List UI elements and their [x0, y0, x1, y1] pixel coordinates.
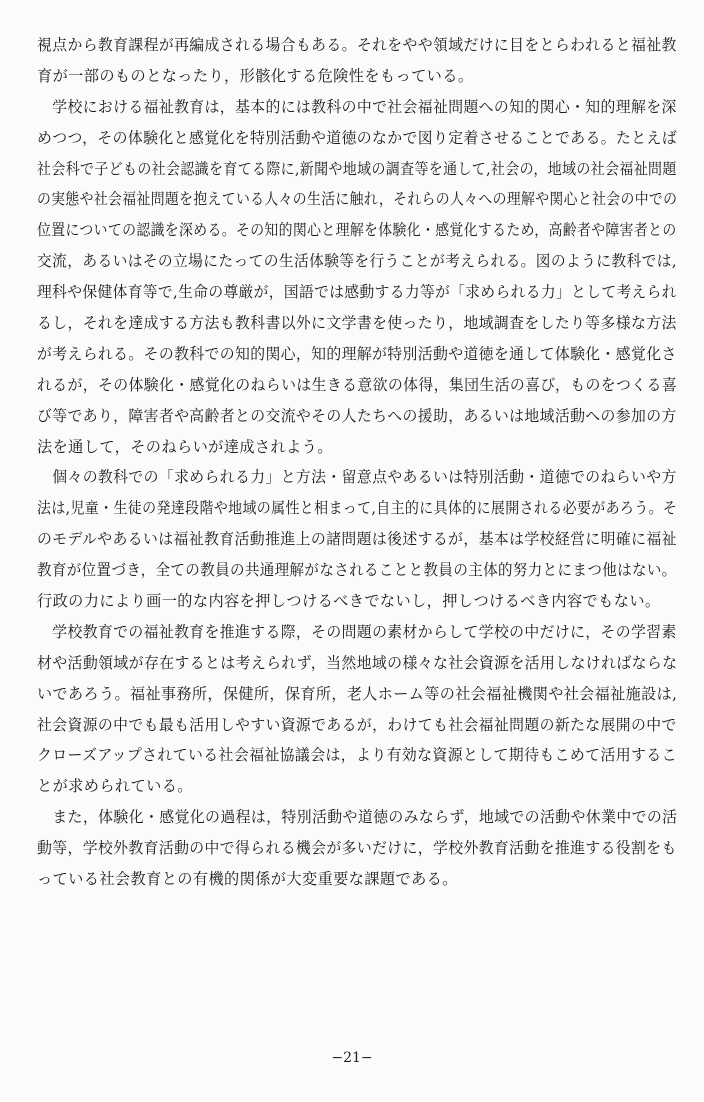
text-line: とが求められている。 — [37, 777, 193, 796]
text-line: めつつ，その体験化と感覚化を特別活動や道徳のなかで図り定着させることである。たとえば — [37, 128, 678, 147]
text-line: の実態や社会福祉問題を抱えている人々の生活に触れ，それらの人々への理解や関心と社会の中での — [37, 190, 678, 209]
text-line: 学校における福祉教育は，基本的には教科の中で社会福祉問題への知的関心・知的理解を深 — [37, 97, 677, 116]
text-line: 個々の教科での「求められる力」と方法・留意点やあるいは特別活動・道徳でのねらいや方 — [37, 468, 677, 487]
text-line: 社会資源の中でも最も活用しやすい資源であるが，わけても社会福祉問題の新たな展開の中で — [37, 715, 677, 734]
text-line: 法を通して，そのねらいが達成されよう。 — [37, 437, 333, 456]
text-line: れるが，その体験化・感覚化のねらいは生きる意欲の体得，集団生活の喜び，ものをつくる喜 — [37, 375, 678, 394]
text-line: 理科や保健体育等で,生命の尊厳が，国語では感動する力等が「求められる力」として考えられ — [37, 283, 677, 302]
page-number: −21− — [331, 1050, 373, 1066]
text-line: 学校教育での福祉教育を推進する際，その問題の素材からして学校の中だけに，その学習素 — [37, 622, 677, 641]
text-line: のモデルやあるいは福祉教育活動推進上の諸問題は後述するが，基本は学校経営に明確に福祉 — [37, 530, 677, 549]
text-line: び等であり，障害者や高齢者との交流やその人たちへの援助，あるいは地域活動への参加の方 — [37, 406, 677, 425]
text-line: っている社会教育との有機的関係が大変重要な課題である。 — [37, 870, 458, 889]
text-line: 法は,児童・生徒の発達段階や地域の属性と相まって,自主的に具体的に展開される必要があろう。そ — [37, 499, 678, 518]
text-line: るし，それを達成する方法も教科書以外に文学書を使ったり，地域調査をしたり等多様な方法 — [37, 314, 677, 333]
text-line: 社会科で子どもの社会認識を育てる際に,新聞や地域の調査等を通して,社会の，地域の社会福祉問題 — [37, 159, 677, 178]
text-line: が考えられる。その教科での知的関心，知的理解が特別活動や道徳を通して体験化・感覚化さ — [37, 344, 677, 363]
text-line: 交流，あるいはその立場にたっての生活体験等を行うことが考えられる。図のように教科では, — [37, 252, 677, 271]
body-text — [37, 30, 677, 895]
text-line: いであろう。福祉事務所，保健所，保育所，老人ホーム等の社会福祉機関や社会福祉施設は, — [37, 684, 678, 703]
text-line: 教育が位置づき，全ての教員の共通理解がなされることと教員の主体的努力とにまつ他はない。 — [37, 561, 677, 580]
text-line: 視点から教育課程が再編成される場合もある。それをやや領域だけに目をとらわれると福祉教 — [37, 36, 677, 54]
text-line: 育が一部のものとなったり，形骸化する危険性をもっている。 — [37, 66, 474, 85]
text-line: 位置についての認識を深める。その知的関心と理解を体験化・感覚化するため，高齢者や障害者との — [37, 221, 677, 240]
text-line: 材や活動領域が存在するとは考えられず，当然地域の様々な社会資源を活用しなければならな — [37, 653, 678, 672]
text-line: 動等，学校外教育活動の中で得られる機会が多いだけに，学校外教育活動を推進する役割をも — [37, 839, 677, 858]
text-line: 行政の力により画一的な内容を押しつけるべきでないし，押しつけるべき内容でもない。 — [37, 592, 661, 611]
text-line: クローズアップされている社会福祉協議会は，より有効な資源として期待もこめて活用するこ — [37, 746, 677, 765]
text-line: また，体験化・感覚化の過程は，特別活動や道徳のみならず，地域での活動や休業中での活 — [37, 808, 678, 827]
